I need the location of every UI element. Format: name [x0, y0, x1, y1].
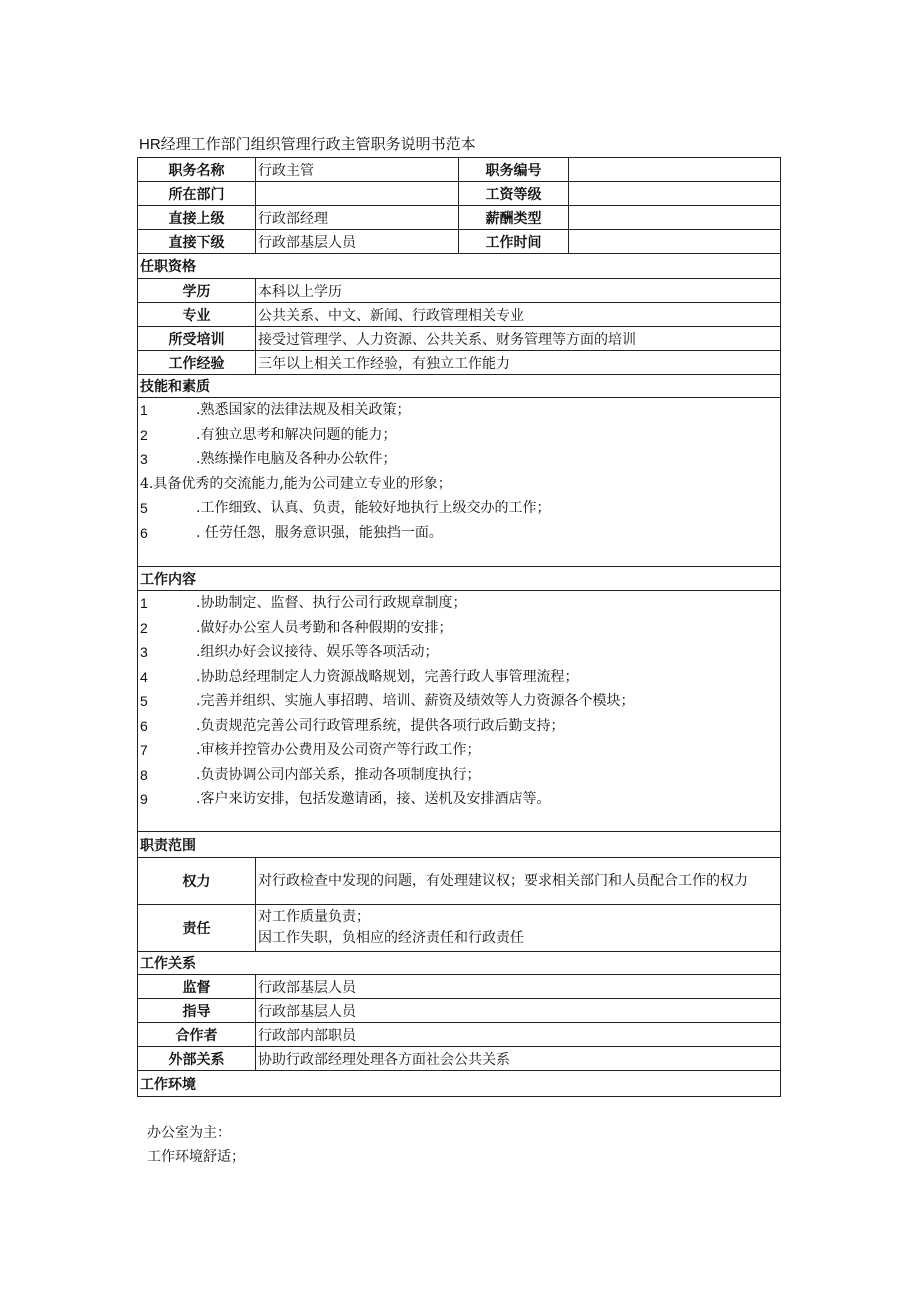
- label-pay-type: 薪酬类型: [459, 206, 569, 230]
- item-text: .协助制定、监督、执行公司行政规章制度；: [196, 595, 467, 611]
- responsibility-line-1: 对工作质量负责；: [258, 909, 370, 925]
- value-education: 本科以上学历: [256, 279, 781, 303]
- work-content-list-row: [138, 591, 781, 832]
- item-text: .熟练操作电脑及各种办公软件；: [196, 451, 397, 467]
- item-text: .做好办公室人员考勤和各种假期的安排；: [196, 619, 453, 636]
- label-education: 学历: [138, 279, 256, 303]
- skills-list: [138, 398, 781, 567]
- list-item: [138, 714, 780, 739]
- value-supervise: 行政部基层人员: [256, 975, 781, 999]
- label-major: 专业: [138, 303, 256, 327]
- item-text: .负责规范完善公司行政管理系统，提供各项行政后勤支持；: [196, 717, 565, 734]
- value-job-number: [569, 158, 781, 182]
- job-description-sheet: [137, 157, 780, 1097]
- list-item: [138, 398, 780, 423]
- section-environment: [138, 1071, 781, 1097]
- value-direct-subordinate: 行政部基层人员: [256, 230, 459, 254]
- list-item: [138, 472, 780, 497]
- item-number: 8: [140, 766, 148, 783]
- value-working-hours: [569, 230, 781, 254]
- value-direct-superior: 行政部经理: [256, 206, 459, 230]
- label-authority: 权力: [138, 858, 256, 905]
- label-training: 所受培训: [138, 327, 256, 351]
- item-number: 2: [140, 619, 148, 636]
- list-item: [138, 738, 780, 763]
- list-item: [138, 447, 780, 472]
- work-content-list: [138, 591, 781, 832]
- label-experience: 工作经验: [138, 351, 256, 375]
- heading-skills: 技能和素质: [138, 375, 781, 398]
- value-salary-grade: [569, 182, 781, 206]
- section-relations: [138, 952, 781, 975]
- responsibility-line-2: 因工作失职，负相应的经济责任和行政责任: [258, 930, 524, 946]
- item-text: .有独立思考和解决问题的能力；: [196, 426, 397, 443]
- list-item: [138, 521, 780, 546]
- item-number: 3: [140, 451, 148, 467]
- relation-row: [138, 999, 781, 1023]
- item-number: 6: [140, 717, 148, 734]
- list-item: [138, 665, 780, 690]
- list-item: [138, 689, 780, 714]
- value-pay-type: [569, 206, 781, 230]
- qualification-row: [138, 279, 781, 303]
- item-text: .审核并控管办公费用及公司资产等行政工作；: [196, 742, 481, 758]
- value-responsibility: [256, 905, 781, 952]
- section-qualifications: [138, 254, 781, 279]
- section-skills: [138, 375, 781, 398]
- basic-row-3: [138, 206, 781, 230]
- label-direct-superior: 直接上级: [138, 206, 256, 230]
- label-job-number: 职务编号: [459, 158, 569, 182]
- scope-authority-row: [138, 858, 781, 905]
- environment-line-2: 工作环境舒适；: [147, 1149, 245, 1165]
- label-external-relations: 外部关系: [138, 1047, 256, 1071]
- item-number: 4: [140, 668, 148, 685]
- list-item: [138, 616, 780, 641]
- value-job-title: 行政主管: [256, 158, 459, 182]
- item-text: .完善并组织、实施人事招聘、培训、薪资及绩效等人力资源各个模块；: [196, 693, 635, 709]
- qualification-row: [138, 303, 781, 327]
- list-item: [138, 423, 780, 448]
- job-description-table: [137, 157, 781, 1097]
- label-working-hours: 工作时间: [459, 230, 569, 254]
- item-number: 3: [140, 644, 148, 660]
- item-number: 5: [140, 500, 148, 516]
- qualification-row: [138, 327, 781, 351]
- document-title: [139, 133, 476, 154]
- label-salary-grade: 工资等级: [459, 182, 569, 206]
- section-work-content: [138, 567, 781, 591]
- value-training: 接受过管理学、人力资源、公共关系、财务管理等方面的培训: [256, 327, 781, 351]
- item-text: .客户来访安排，包括发邀请函，接、送机及安排酒店等。: [196, 791, 551, 807]
- item-number: 7: [140, 742, 148, 758]
- item-text: .熟悉国家的法律法规及相关政策；: [196, 402, 411, 418]
- item-text: 4.具备优秀的交流能力,能为公司建立专业的形象；: [140, 475, 452, 492]
- section-scope: [138, 832, 781, 858]
- heading-qualifications: 任职资格: [138, 254, 781, 279]
- heading-work-content: 工作内容: [138, 567, 781, 591]
- item-text: .组织办好会议接待、娱乐等各项活动；: [196, 644, 439, 660]
- label-direct-subordinate: 直接下级: [138, 230, 256, 254]
- value-external-relations: 协助行政部经理处理各方面社会公共关系: [256, 1047, 781, 1071]
- list-item: [138, 591, 780, 616]
- relation-row: [138, 975, 781, 999]
- item-text: . 任劳任怨，服务意识强，能独挡一面。: [196, 524, 443, 541]
- basic-row-1: [138, 158, 781, 182]
- heading-relations: 工作关系: [138, 952, 781, 975]
- value-department: [256, 182, 459, 206]
- item-number: 1: [140, 402, 148, 418]
- label-responsibility: 责任: [138, 905, 256, 952]
- value-experience: 三年以上相关工作经验，有独立工作能力: [256, 351, 781, 375]
- value-guide: 行政部基层人员: [256, 999, 781, 1023]
- label-job-title: 职务名称: [138, 158, 256, 182]
- environment-line-1: 办公室为主：: [147, 1125, 231, 1141]
- item-text: .负责协调公司内部关系，推动各项制度执行；: [196, 766, 481, 783]
- heading-scope: 职责范围: [138, 832, 781, 858]
- list-item: [138, 787, 780, 812]
- item-number: 5: [140, 693, 148, 709]
- item-text: .协助总经理制定人力资源战略规划，完善行政人事管理流程；: [196, 668, 579, 685]
- label-guide: 指导: [138, 999, 256, 1023]
- scope-responsibility-row: [138, 905, 781, 952]
- item-number: 2: [140, 426, 148, 443]
- title-prefix: HR: [139, 136, 161, 153]
- qualification-row: [138, 351, 781, 375]
- list-item: [138, 640, 780, 665]
- list-item: [138, 763, 780, 788]
- item-number: 1: [140, 595, 148, 611]
- item-text: .工作细致、认真、负责，能较好地执行上级交办的工作；: [196, 500, 551, 516]
- value-major: 公共关系、中文、新闻、行政管理相关专业: [256, 303, 781, 327]
- item-number: 9: [140, 791, 148, 807]
- basic-row-4: [138, 230, 781, 254]
- item-number: 6: [140, 524, 148, 541]
- skills-list-row: [138, 398, 781, 567]
- label-supervise: 监督: [138, 975, 256, 999]
- value-authority: 对行政检查中发现的问题，有处理建议权；要求相关部门和人员配合工作的权力: [256, 858, 781, 905]
- heading-environment: 工作环境: [138, 1071, 781, 1097]
- title-text: 经理工作部门组织管理行政主管职务说明书范本: [160, 135, 476, 153]
- value-collaborator: 行政部内部职员: [256, 1023, 781, 1047]
- list-item: [138, 496, 780, 521]
- label-department: 所在部门: [138, 182, 256, 206]
- label-collaborator: 合作者: [138, 1023, 256, 1047]
- basic-row-2: [138, 182, 781, 206]
- relation-row: [138, 1023, 781, 1047]
- relation-row: [138, 1047, 781, 1071]
